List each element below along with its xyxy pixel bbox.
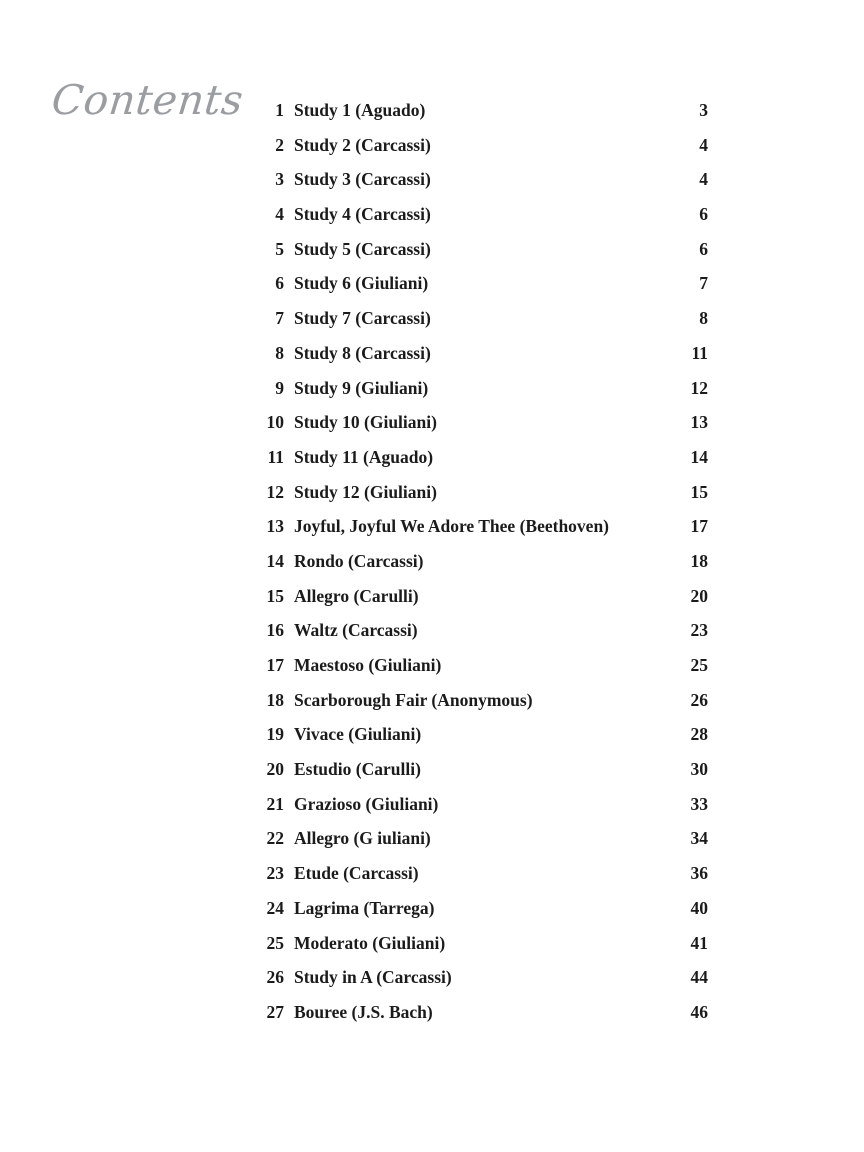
page-title: Contents: [49, 76, 246, 124]
toc-entry-title: Study 1 (Aguado): [294, 100, 426, 120]
toc-entry-title: Lagrima (Tarrega): [294, 897, 435, 918]
toc-entry-number: 18: [266, 689, 284, 710]
toc-entry[interactable]: [256, 995, 708, 1030]
toc-entry-title: Study 12 (Giuliani): [294, 481, 437, 502]
toc-entry[interactable]: [256, 266, 708, 301]
toc-entry-page-number: 13: [690, 412, 708, 433]
toc-entry[interactable]: [256, 856, 708, 891]
toc-entry[interactable]: [256, 787, 708, 822]
toc-entry-title: Maestoso (Giuliani): [294, 655, 442, 675]
toc-entry-title: Study 10 (Giuliani): [294, 412, 437, 433]
toc-entry-title: Estudio (Carulli): [294, 759, 421, 780]
toc-entry-page-number: 46: [690, 1001, 708, 1022]
toc-entry-page-number: 17: [690, 516, 708, 537]
toc-entry[interactable]: [256, 509, 708, 544]
toc-entry[interactable]: [256, 544, 708, 579]
toc-entry[interactable]: [256, 440, 708, 475]
toc-entry[interactable]: [256, 752, 708, 787]
toc-entry[interactable]: [256, 821, 708, 856]
toc-entry-number: 14: [266, 550, 284, 571]
toc-entry-title: Study 5 (Carcassi): [294, 238, 431, 259]
toc-entry[interactable]: [256, 128, 708, 163]
toc-entry-number: 27: [266, 1001, 284, 1022]
toc-entry-number: 24: [266, 897, 284, 918]
toc-entry-title: Bouree (J.S. Bach): [294, 1001, 433, 1022]
toc-entry-page-number: 40: [690, 897, 708, 918]
toc-entry-number: 15: [266, 585, 284, 606]
toc-entry-page-number: 41: [690, 932, 708, 953]
toc-entry-page-number: 6: [699, 238, 708, 259]
toc-entry-title: Moderato (Giuliani): [294, 932, 446, 953]
toc-entry-page-number: 8: [699, 308, 708, 329]
toc-entry[interactable]: [256, 648, 708, 683]
toc-entry-number: 21: [266, 793, 284, 814]
toc-entry-number: 12: [266, 481, 284, 502]
toc-entry-number: 23: [266, 863, 284, 884]
toc-entry[interactable]: [256, 475, 708, 510]
toc-entry-page-number: 12: [690, 377, 708, 398]
toc-entry-title: Allegro (G iuliani): [294, 828, 431, 849]
toc-entry-page-number: 44: [690, 967, 708, 988]
toc-entry-page-number: 34: [690, 828, 708, 849]
toc-entry-page-number: 15: [690, 481, 708, 502]
toc-entry-title: Study 2 (Carcassi): [294, 134, 431, 155]
toc-entry-number: 6: [275, 273, 284, 294]
toc-entry-number: 9: [275, 377, 284, 398]
toc-entry-number: 1: [275, 100, 284, 120]
toc-entry[interactable]: [256, 891, 708, 926]
toc-entry-number: 13: [266, 516, 284, 537]
toc-entry-number: 4: [275, 204, 284, 225]
toc-entry-number: 7: [275, 308, 284, 329]
toc-entry[interactable]: [256, 371, 708, 406]
toc-entry-title: Study 8 (Carcassi): [294, 342, 431, 363]
toc-entry-page-number: 30: [690, 759, 708, 780]
toc-entry-number: 19: [266, 724, 284, 745]
toc-entry-number: 25: [266, 932, 284, 953]
toc-entry-title: Joyful, Joyful We Adore Thee (Beethoven): [294, 516, 609, 537]
toc-entry-page-number: 6: [699, 204, 708, 225]
toc-entry-page-number: 3: [699, 100, 708, 120]
toc-entry-number: 20: [266, 759, 284, 780]
toc-entry-number: 3: [275, 169, 284, 190]
toc-entry-title: Study 3 (Carcassi): [294, 169, 431, 190]
toc-entry[interactable]: [256, 232, 708, 267]
toc-entry-number: 17: [266, 655, 284, 675]
toc-entry-number: 8: [275, 342, 284, 363]
toc-entry[interactable]: [256, 717, 708, 752]
toc-entry-number: 10: [266, 412, 284, 433]
toc-entry-title: Waltz (Carcassi): [294, 620, 418, 641]
toc-entry-title: Rondo (Carcassi): [294, 550, 424, 571]
toc-entry-page-number: 18: [690, 550, 708, 571]
toc-entry-number: 26: [266, 967, 284, 988]
toc-entry-title: Vivace (Giuliani): [294, 724, 422, 745]
toc-entry-title: Study 9 (Giuliani): [294, 377, 429, 398]
toc-entry-page-number: 23: [690, 620, 708, 641]
toc-entry-number: 22: [266, 828, 284, 849]
toc-entry-title: Allegro (Carulli): [294, 585, 419, 606]
toc-entry[interactable]: [256, 926, 708, 961]
toc-entry[interactable]: [256, 613, 708, 648]
toc-entry-page-number: 14: [690, 446, 708, 467]
toc-entry-title: Scarborough Fair (Anonymous): [294, 689, 533, 710]
toc-entry-title: Study 4 (Carcassi): [294, 204, 431, 225]
toc-entry[interactable]: [256, 197, 708, 232]
toc-entry-page-number: 33: [690, 793, 708, 814]
toc-entry[interactable]: [256, 162, 708, 197]
toc-entry-number: 16: [266, 620, 284, 641]
toc-entry-page-number: 11: [691, 342, 708, 363]
toc-entry-title: Study 6 (Giuliani): [294, 273, 429, 294]
toc-entry-page-number: 36: [690, 863, 708, 884]
table-of-contents: [256, 93, 708, 1030]
toc-entry-title: Etude (Carcassi): [294, 863, 419, 884]
toc-entry-title: Study 11 (Aguado): [294, 446, 434, 467]
toc-entry[interactable]: [256, 683, 708, 718]
toc-entry[interactable]: [256, 960, 708, 995]
toc-entry-page-number: 7: [699, 273, 708, 294]
toc-entry[interactable]: [256, 579, 708, 614]
toc-entry[interactable]: [256, 93, 708, 128]
toc-entry-number: 11: [267, 446, 284, 467]
toc-entry[interactable]: [256, 336, 708, 371]
toc-entry-number: 2: [275, 134, 284, 155]
toc-entry-title: Study 7 (Carcassi): [294, 308, 431, 329]
toc-entry-title: Grazioso (Giuliani): [294, 793, 439, 814]
toc-entry-page-number: 4: [699, 134, 708, 155]
toc-entry-page-number: 25: [690, 655, 708, 675]
toc-entry-number: 5: [275, 238, 284, 259]
toc-entry[interactable]: [256, 301, 708, 336]
toc-entry-title: Study in A (Carcassi): [294, 967, 452, 988]
toc-entry[interactable]: [256, 405, 708, 440]
toc-entry-page-number: 26: [690, 689, 708, 710]
toc-entry-page-number: 20: [690, 585, 708, 606]
toc-entry-page-number: 28: [690, 724, 708, 745]
toc-entry-page-number: 4: [699, 169, 708, 190]
